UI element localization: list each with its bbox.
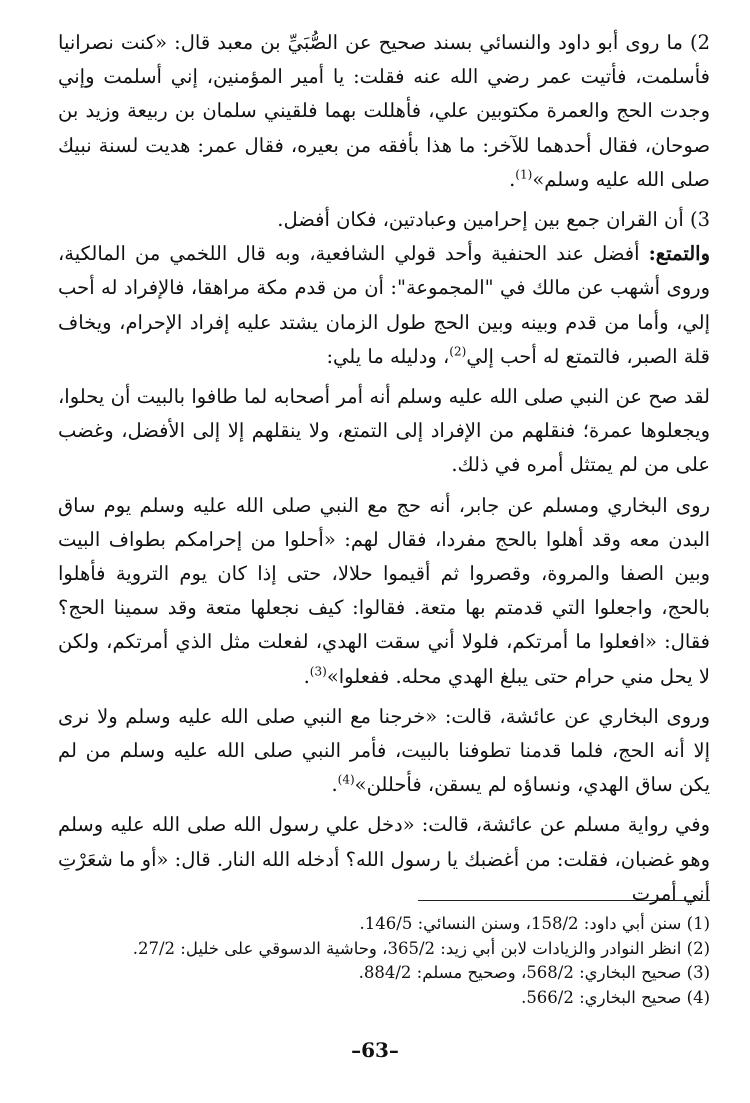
paragraph-hadith-aisha-bukhari: [58, 700, 710, 803]
footnote-divider: [418, 900, 710, 901]
footnotes: [90, 912, 710, 1010]
footnote-ref: (1): [515, 167, 533, 182]
footnote-ref: (4): [337, 772, 355, 787]
paragraph-tail: .: [303, 664, 310, 688]
paragraph-hadith-aisha-muslim: [58, 808, 710, 911]
paragraph-text: وروى البخاري عن عائشة، قالت: «خرجنا مع النبي صلى الله عليه وسلم ولا نرى إلا أنه الحج، فلما قدمنا تطوفنا بالبيت، فأمر النبي صلى الله عليه وسلم من لم يكن ساق الهدي، ونساؤه لم يسقن، فأحللن»: [58, 704, 710, 797]
term-tamattu: والتمتع:: [648, 242, 710, 266]
footnote-ref: (3): [309, 664, 327, 679]
footnote-4: (4) صحيح البخاري: 566/2.: [521, 987, 710, 1007]
paragraph-tail: .: [509, 167, 516, 191]
footnote-2: (2) انظر النوادر والزيادات لابن أبي زيد: 365/2، وحاشية الدسوقي على خليل: 27/2.: [132, 938, 710, 958]
paragraph-text: روى البخاري ومسلم عن جابر، أنه حج مع النبي صلى الله عليه وسلم يوم ساق البدن معه وقد أهلوا بالحج مفردا، فقال لهم: «أحلوا من إحرامكم بطواف البيت وبين الصفا والمروة، وقصروا ثم أقيموا حلالا، حتى إذا كان يوم التروية فأهلوا بالحج، واجعلوا التي قدمتم بها متعة. فقالوا: كيف نجعلها متعة وقد سمينا الحج؟ فقال: «افعلوا ما أمرتكم، فلولا أني سقت الهدي، لفعلت مثل الذي أمرتكم، ولكن لا يحل مني حرام حتى يبلغ الهدي محله. ففعلوا»: [58, 493, 710, 688]
page-number: –63–: [351, 1038, 399, 1062]
paragraph-text: 3) أن القران جمع بين إحرامين وعبادتين، فكان أفضل.: [277, 208, 710, 232]
paragraph-tamattu: [58, 237, 710, 374]
main-text: [58, 26, 710, 911]
paragraph-text: 2) ما روى أبو داود والنسائي بسند صحيح عن الصُّبَيِّ بن معبد قال: «كنت نصرانيا فأسلمت، فأتيت عمر رضي الله عنه فقلت: يا أمير المؤمنين، إني أسلمت وإني وجدت الحج والعمرة مكتوبين علي، فأهللت بهما فلقيني سلمان بن ربيعة وزيد بن صوحان، فقال أحدهما للآخر: ما هذا بأفقه من بعيره، فقال عمر: هديت لسنة نبيك صلى الله عليه وسلم»: [58, 31, 710, 191]
paragraph-text: وفي رواية مسلم عن عائشة، قالت: «دخل علي رسول الله صلى الله عليه وسلم وهو غضبان، فقلت: من أغضبك يا رسول الله؟ أدخله الله النار. قال: «أو ما شعَرْتِ أني أمرت: [58, 813, 710, 905]
paragraph-tail: .: [331, 773, 338, 797]
paragraph-tail: ، ودليله ما يلي:: [326, 344, 450, 368]
footnote-3: (3) صحيح البخاري: 568/2، وصحيح مسلم: 884/2.: [358, 963, 710, 982]
footnote-ref: (2): [449, 344, 467, 359]
paragraph-hadith-jabir: [58, 489, 710, 694]
paragraph-text: لقد صح عن النبي صلى الله عليه وسلم أنه أمر أصحابه لما طافوا بالبيت أن يحلوا، ويجعلوها عمرة؛ فنقلهم من الإفراد إلى التمتع، ولا ينقلهم إلا إلى الأفضل، وغضب على من لم يمتثل أمره في ذلك.: [58, 385, 710, 477]
footnote-1: (1) سنن أبي داود: 158/2، وسنن النسائي: 146/5.: [359, 914, 710, 933]
paragraph-prophet-command: [58, 380, 710, 483]
paragraph-text: أفضل عند الحنفية وأحد قولي الشافعية، وبه قال اللخمي من المالكية، وروى أشهب عن مالك في "المجموعة": أن من قدم مكة مراهقا، فالإفراد له أحب إلي، وأما من قدم وبينه وبين الحج طول الزمان يشتد عليه إفراد الإحرام، ويخاف قلة الصبر، فالتمتع له أحب إلي: [58, 242, 710, 368]
paragraph-qiran-reason: [58, 203, 710, 237]
paragraph-hadith-subayy: [58, 26, 710, 197]
